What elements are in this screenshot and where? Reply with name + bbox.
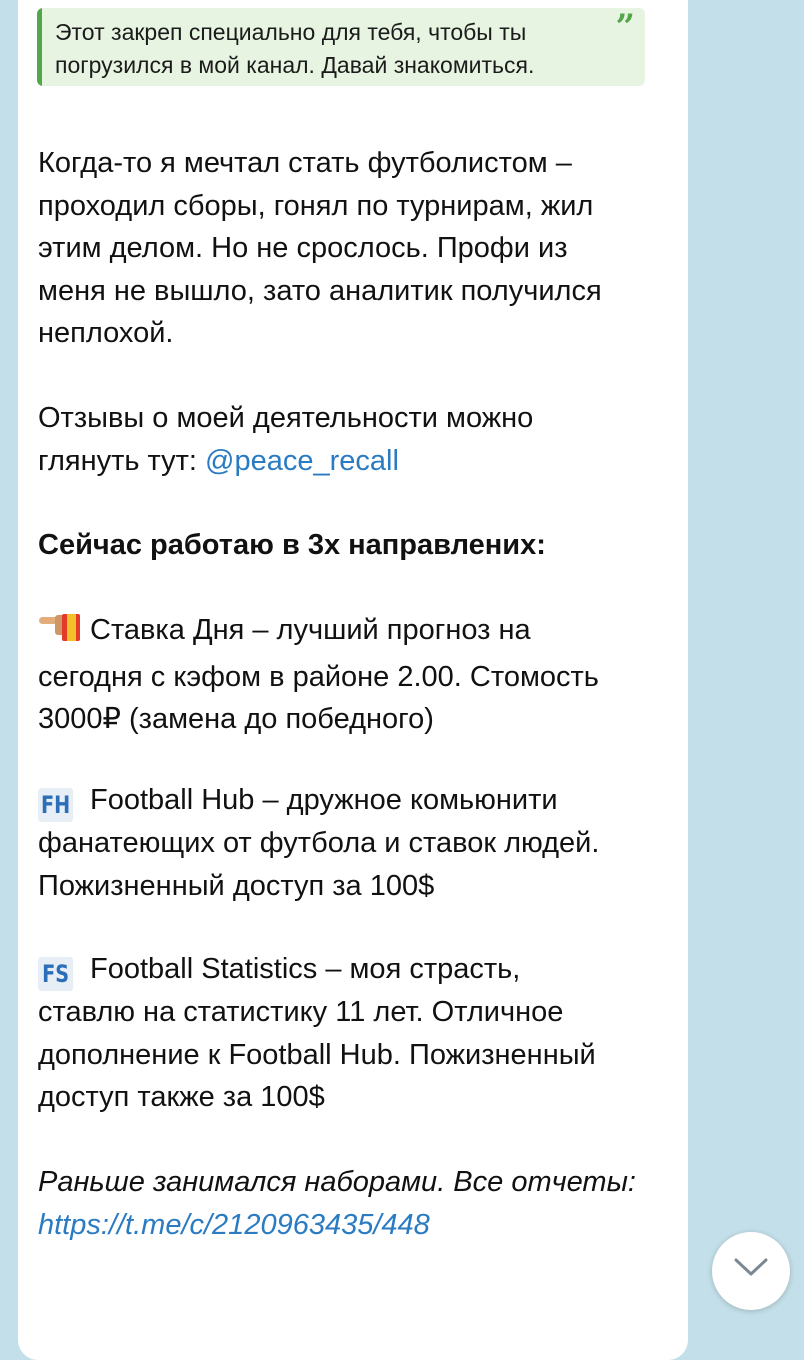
reports-link[interactable]: https://t.me/c/2120963435/448 bbox=[38, 1208, 430, 1241]
reviews-paragraph bbox=[38, 397, 668, 482]
pointing-hand-icon bbox=[38, 611, 84, 656]
stats-paragraph bbox=[38, 948, 668, 1119]
football-hub-badge-icon: FH bbox=[38, 788, 73, 822]
stavka-text: Ставка Дня – лучший прогноз на сегодня с кэфом в районе 2.00. Стомость 3000₽ (замена до победного) bbox=[38, 614, 599, 735]
past-paragraph bbox=[38, 1161, 668, 1246]
quote-text: Этот закреп специально для тебя, чтобы ты погрузился в мой канал. Давай знакомиться. bbox=[55, 19, 535, 78]
past-text: Раньше занимался наборами. Все отчеты: bbox=[38, 1166, 636, 1198]
reviews-link[interactable]: @peace_recall bbox=[205, 444, 399, 477]
quoted-message[interactable] bbox=[37, 8, 645, 86]
quote-accent-bar bbox=[37, 8, 42, 86]
reviews-text: Отзывы о моей деятельности можно глянуть тут: bbox=[38, 402, 534, 477]
scroll-down-button[interactable] bbox=[712, 1232, 790, 1310]
chevron-down-icon bbox=[734, 1257, 768, 1277]
directions-heading: Сейчас работаю в 3х направлених: bbox=[38, 529, 546, 561]
hub-paragraph bbox=[38, 779, 668, 907]
hub-text: Football Hub – дружное комьюнити фанатеющих от футбола и ставок людей. Пожизненный доступ за 100$ bbox=[38, 784, 600, 902]
stats-text: Football Statistics – моя страсть, ставлю на статистику 11 лет. Отличное дополнение к Football Hub. Пожизненный доступ также за 100$ bbox=[38, 953, 596, 1113]
quote-icon: ” bbox=[615, 8, 635, 47]
stavka-paragraph bbox=[38, 609, 668, 741]
intro-paragraph: Когда-то я мечтал стать футболистом – проходил сборы, гонял по турнирам, жил этим делом. Но не срослось. Профи из меня не вышло, зато аналитик получился неплохой. bbox=[38, 147, 602, 349]
football-statistics-badge-icon: FS bbox=[38, 957, 73, 991]
